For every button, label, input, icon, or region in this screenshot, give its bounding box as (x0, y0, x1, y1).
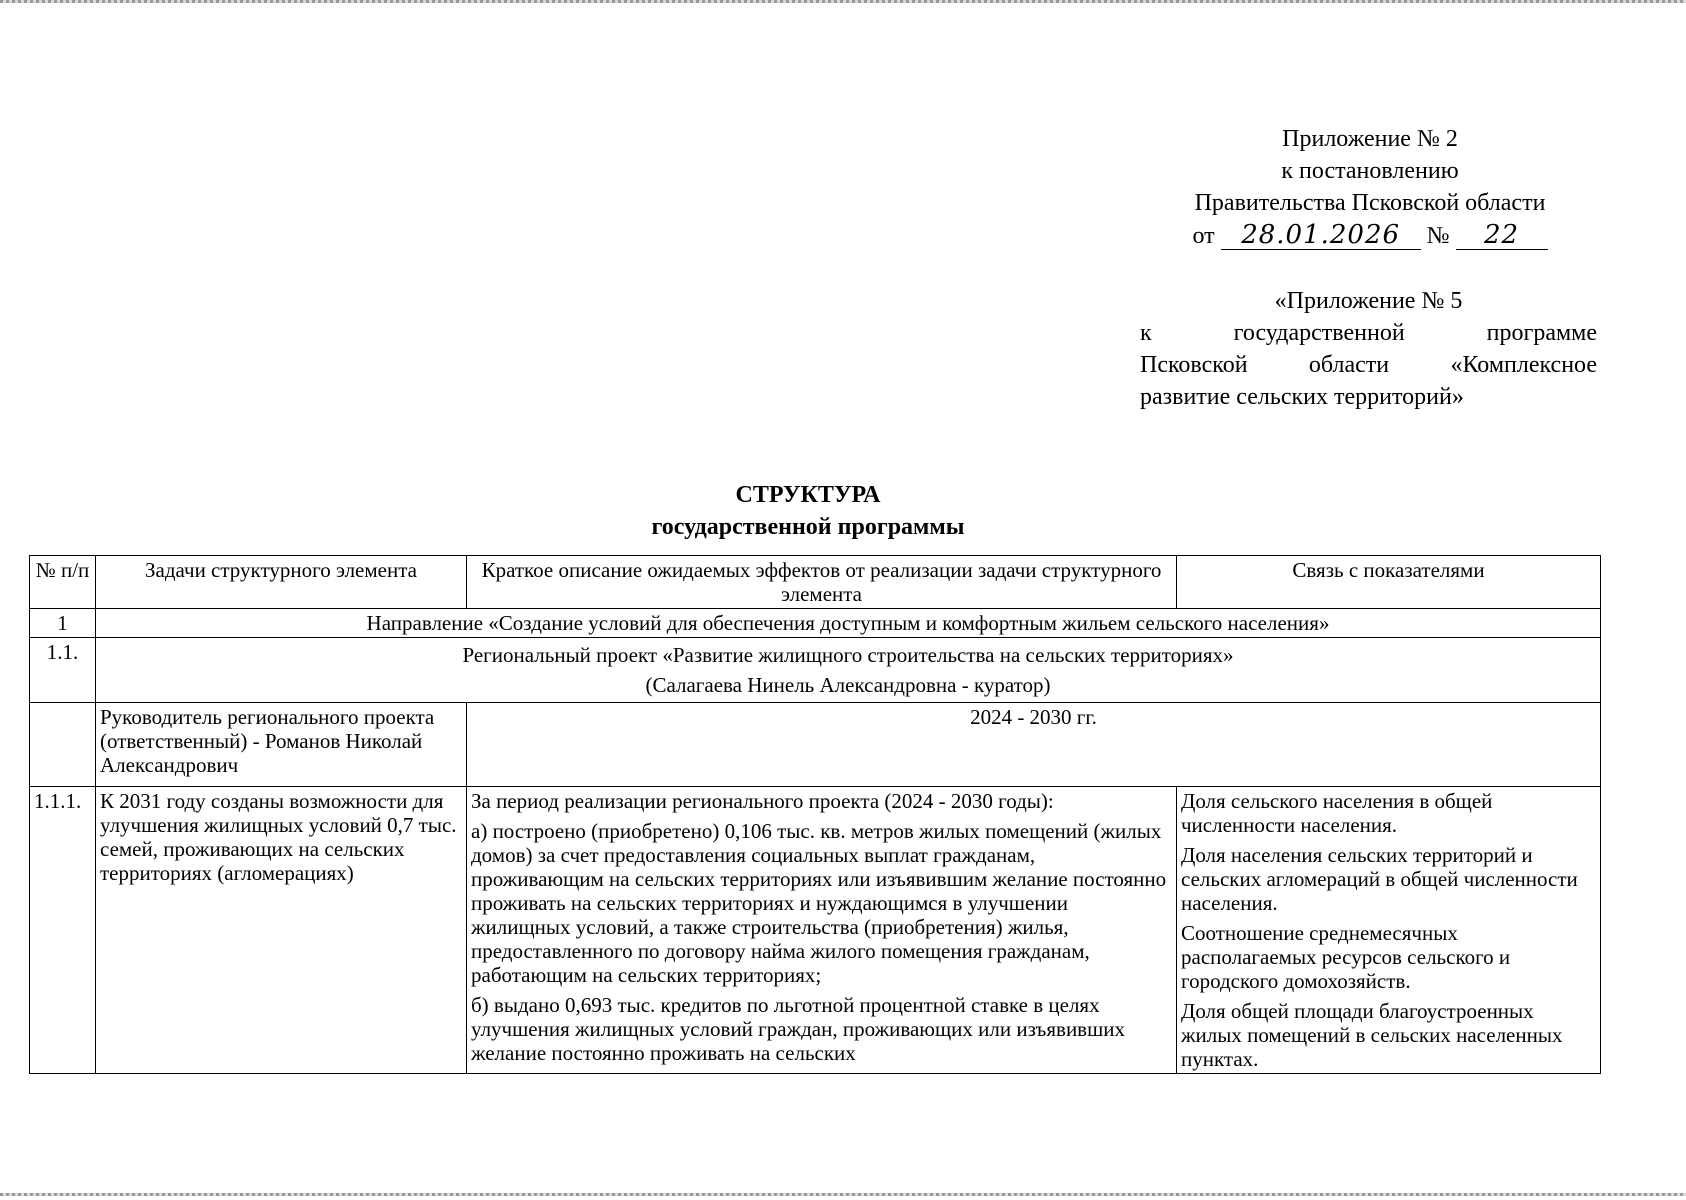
appendix5-line-program: к государственной программе (1140, 320, 1597, 346)
effects-paragraph: б) выдано 0,693 тыс. кредитов по льготной процентной ставке в целях улучшения жилищных условий граждан, проживающих или изъявивших желание постоянно проживать на сельских (471, 993, 1126, 1065)
appendix-header (1140, 123, 1600, 252)
leader-empty-cell (30, 703, 96, 787)
direction-text: Направление «Создание условий для обеспечения доступным и комфортным жильем сельского населения» (96, 609, 1601, 638)
effects-paragraph: а) построено (приобретено) 0,106 тыс. кв. метров жилых помещений (жилых домов) за счет предоставления социальных выплат гражданам, проживающим на сельских территориях или изъявившим желание постоянно проживать на сельских территориях и нуждающимся в улучшении жилищных условий, а также строительства (приобретения) жилья, предоставленного по договору найма жилого помещения гражданам, работающим на сельских территориях; (471, 819, 1167, 987)
indicator-item: Доля сельского населения в общей численности населения. (1181, 789, 1493, 837)
scan-edge-bottom (0, 1193, 1686, 1196)
structure-table (29, 555, 1601, 1074)
appendix5-line-name: развитие сельских территорий» (1140, 384, 1464, 410)
indicator-item: Доля населения сельских территорий и сельских агломераций в общей численности населения. (1181, 843, 1578, 915)
leader-row (30, 703, 1601, 787)
project-row (30, 638, 1601, 703)
task-text: К 2031 году созданы возможности для улучшения жилищных условий 0,7 тыс. семей, проживающих на сельских территориях (агломерациях) (96, 787, 467, 1074)
appendix-title: Приложение № 2 (1282, 126, 1458, 152)
appendix-date-line (1140, 219, 1600, 252)
date-prefix: от (1192, 223, 1215, 249)
project-title: Региональный проект «Развитие жилищного строительства на сельских территориях» (462, 643, 1234, 667)
handwritten-number: 22 (1456, 219, 1548, 250)
leader-text: Руководитель регионального проекта (ответственный) - Романов Николай Александрович (96, 703, 467, 787)
appendix5-title: «Приложение № 5 (1274, 288, 1463, 314)
header-number: № п/п (30, 556, 96, 609)
appendix-line-decree: к постановлению (1281, 158, 1459, 184)
leader-period: 2024 - 2030 гг. (467, 703, 1601, 787)
indicator-item: Доля общей площади благоустроенных жилых помещений в сельских населенных пунктах. (1181, 999, 1563, 1071)
header-indicators: Связь с показателями (1177, 556, 1601, 609)
handwritten-date: 28.01.2026 (1221, 219, 1421, 250)
title-line2: государственной программы (651, 514, 965, 540)
direction-row (30, 609, 1601, 638)
title-line1: СТРУКТУРА (735, 482, 881, 508)
task-row (30, 787, 1601, 1074)
project-cell (96, 638, 1601, 703)
table-header-row (30, 556, 1601, 609)
direction-number: 1 (30, 609, 96, 638)
task-effects (467, 787, 1177, 1074)
project-number: 1.1. (30, 638, 96, 703)
project-curator: (Салагаева Нинель Александровна - куратор) (645, 673, 1051, 697)
scan-edge-top (0, 0, 1686, 3)
task-indicators (1177, 787, 1601, 1074)
number-sign: № (1426, 223, 1450, 249)
indicator-item: Соотношение среднемесячных располагаемых ресурсов сельского и городского домохозяйств. (1181, 921, 1511, 993)
appendix5-line-region: Псковской области «Комплексное (1140, 352, 1597, 378)
appendix-line-government: Правительства Псковской области (1194, 190, 1546, 216)
task-number: 1.1.1. (30, 787, 96, 1074)
effects-paragraph: За период реализации регионального проекта (2024 - 2030 годы): (471, 789, 1054, 813)
header-effects: Краткое описание ожидаемых эффектов от реализации задачи структурного элемента (467, 556, 1177, 609)
document-title (0, 479, 1616, 543)
header-tasks: Задачи структурного элемента (96, 556, 467, 609)
appendix5-block (1140, 285, 1597, 413)
